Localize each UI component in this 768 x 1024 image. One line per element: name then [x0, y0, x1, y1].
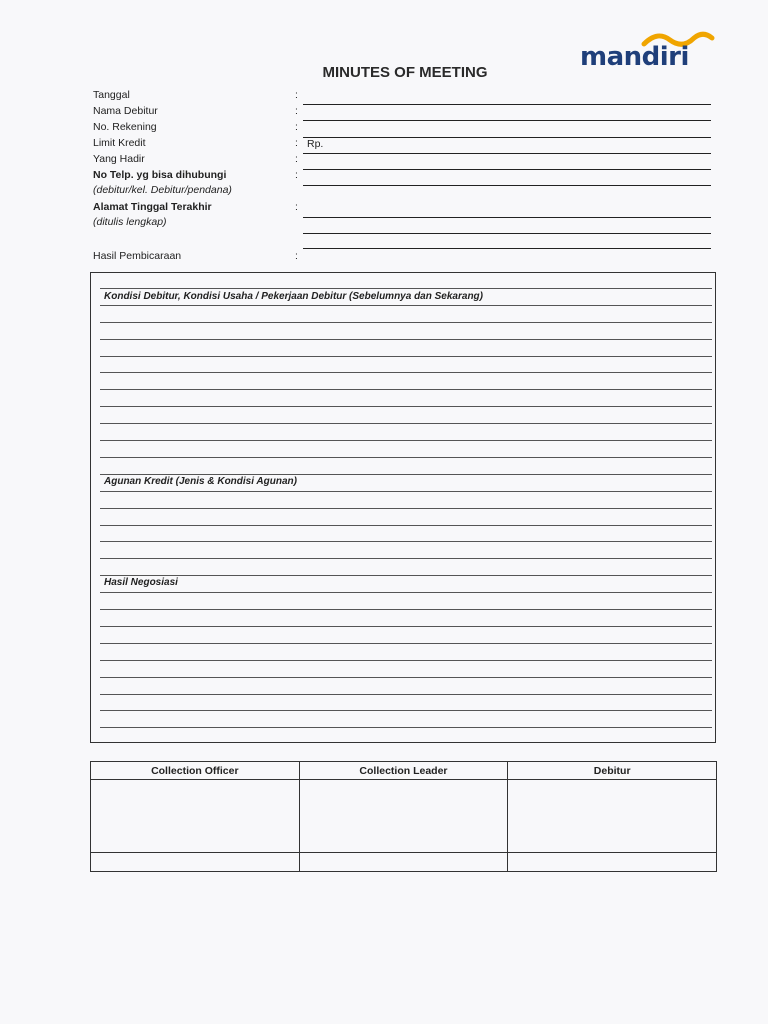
writing-line[interactable] [100, 474, 712, 475]
page-title: MINUTES OF MEETING [322, 64, 488, 81]
writing-line[interactable] [100, 372, 712, 373]
colon: : [295, 153, 298, 165]
name-field-collection-officer[interactable] [91, 853, 300, 872]
colon: : [295, 169, 298, 181]
writing-line[interactable] [100, 558, 712, 559]
colon: : [295, 250, 298, 262]
field-note-alamat: (ditulis lengkap) [93, 216, 167, 228]
colon: : [295, 121, 298, 133]
writing-line[interactable] [100, 389, 712, 390]
signature-box-collection-officer[interactable] [91, 780, 300, 853]
writing-line[interactable] [100, 322, 712, 323]
writing-line[interactable] [100, 491, 712, 492]
nama-debitur-line[interactable] [303, 120, 711, 121]
signature-name-row [91, 853, 717, 872]
colon: : [295, 89, 298, 101]
writing-line[interactable] [100, 626, 712, 627]
writing-line[interactable] [100, 423, 712, 424]
colon: : [295, 137, 298, 149]
signature-header-collection-officer: Collection Officer [91, 762, 300, 780]
writing-line[interactable] [100, 710, 712, 711]
no-telp-line[interactable] [303, 185, 711, 186]
alamat-line-2[interactable] [303, 233, 711, 234]
yang-hadir-line[interactable] [303, 169, 711, 170]
writing-line[interactable] [100, 305, 712, 306]
signature-area-row [91, 780, 717, 853]
writing-line[interactable] [100, 288, 712, 289]
limit-kredit-line[interactable] [303, 153, 711, 154]
writing-line[interactable] [100, 525, 712, 526]
field-label-nama-debitur: Nama Debitur [93, 105, 158, 117]
name-field-collection-leader[interactable] [299, 853, 508, 872]
logo-wordmark: mandiri [580, 42, 689, 72]
writing-line[interactable] [100, 508, 712, 509]
writing-line[interactable] [100, 440, 712, 441]
signature-table [90, 761, 717, 872]
alamat-line-1[interactable] [303, 217, 711, 218]
field-label-no-rekening: No. Rekening [93, 121, 157, 133]
writing-line[interactable] [100, 457, 712, 458]
field-label-yang-hadir: Yang Hadir [93, 153, 145, 165]
writing-line[interactable] [100, 609, 712, 610]
signature-box-collection-leader[interactable] [299, 780, 508, 853]
writing-line[interactable] [100, 541, 712, 542]
writing-line[interactable] [100, 660, 712, 661]
field-note-no-telp: (debitur/kel. Debitur/pendana) [93, 184, 232, 196]
signature-header-row [91, 762, 717, 780]
signature-header-collection-leader: Collection Leader [299, 762, 508, 780]
writing-line[interactable] [100, 727, 712, 728]
section-heading-agunan: Agunan Kredit (Jenis & Kondisi Agunan) [104, 476, 297, 487]
writing-line[interactable] [100, 677, 712, 678]
no-rekening-line[interactable] [303, 137, 711, 138]
field-label-tanggal: Tanggal [93, 89, 130, 101]
field-label-limit-kredit: Limit Kredit [93, 137, 146, 149]
signature-header-debitur: Debitur [508, 762, 717, 780]
signature-box-debitur[interactable] [508, 780, 717, 853]
field-label-alamat: Alamat Tinggal Terakhir [93, 201, 212, 213]
writing-line[interactable] [100, 575, 712, 576]
section-heading-negosiasi: Hasil Negosiasi [104, 577, 178, 588]
currency-prefix: Rp. [307, 138, 324, 150]
writing-line[interactable] [100, 356, 712, 357]
colon: : [295, 201, 298, 213]
writing-line[interactable] [100, 643, 712, 644]
writing-line[interactable] [100, 592, 712, 593]
section-heading-kondisi: Kondisi Debitur, Kondisi Usaha / Pekerjaan Debitur (Sebelumnya dan Sekarang) [104, 291, 483, 302]
alamat-line-3[interactable] [303, 248, 711, 249]
writing-line[interactable] [100, 339, 712, 340]
writing-line[interactable] [100, 406, 712, 407]
writing-line[interactable] [100, 694, 712, 695]
field-label-no-telp: No Telp. yg bisa dihubungi [93, 169, 227, 181]
tanggal-line[interactable] [303, 104, 711, 105]
name-field-debitur[interactable] [508, 853, 717, 872]
colon: : [295, 105, 298, 117]
field-label-hasil-pembicaraan: Hasil Pembicaraan [93, 250, 182, 262]
